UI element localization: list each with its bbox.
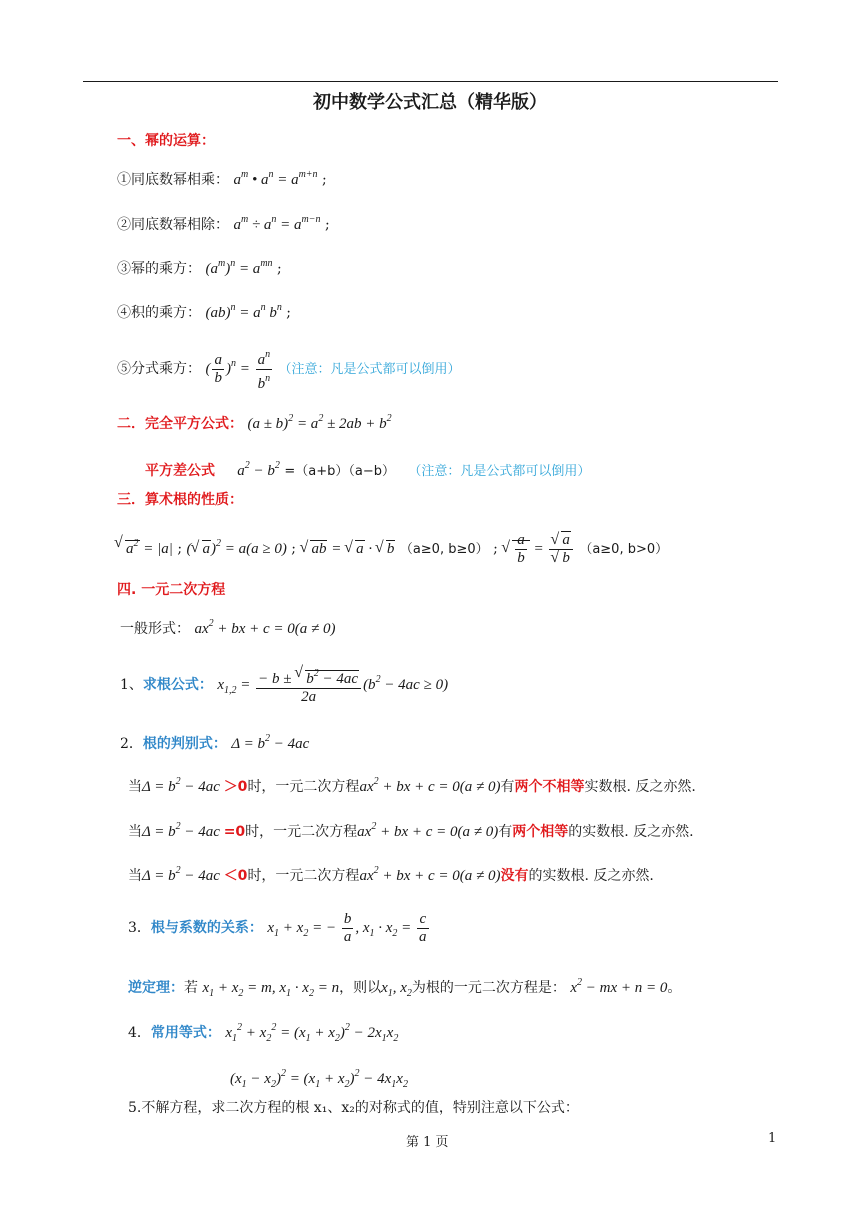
page-title: 初中数学公式汇总（精华版）: [313, 92, 547, 113]
item-label: ①同底数幂相乘：: [117, 172, 229, 188]
text: 有: [500, 779, 515, 795]
text: 时，一元二次方程: [247, 868, 360, 884]
formula-same-base-multiply: ①同底数幂相乘： $a^m$ • $a^n = a^{m+n}$ ;: [117, 169, 327, 188]
general-form-line: 一般形式： $ax^2$ + bx + c = 0(a ≠ 0): [120, 618, 336, 637]
sqrt-condition-2: （a≥0, b>0）: [579, 542, 669, 557]
page-footer: 第 1 页: [406, 1135, 449, 1150]
common-identity-line-2: $(x_1 - x_2)^2 = (x_1 + x_2)^2 - 4x_1x_2$: [230, 1068, 408, 1090]
sign-positive: ＞0: [223, 779, 248, 795]
section-3-heading: 三．算术根的性质：: [117, 492, 243, 508]
note-reverse-use: （注意：凡是公式都可以倒用）: [278, 362, 461, 377]
text: 时，一元二次方程: [245, 824, 358, 840]
vieta-label: 根与系数的关系：: [150, 920, 263, 936]
text: 时，一元二次方程: [247, 779, 360, 795]
section-4-heading: 四. 一元二次方程: [117, 582, 226, 598]
text: 实数根. 反之亦然.: [584, 779, 696, 795]
sign-negative: ＜0: [223, 868, 248, 884]
discriminant-case-zero: 当$\Delta = b^2 - 4ac =0$时，一元二次方程$ax^2$ + bx + c = 0(a ≠ 0)有两个相等的实数根. 反之亦然.: [128, 821, 694, 840]
item-label: ②同底数幂相除：: [117, 217, 229, 233]
sign-zero: =0: [223, 824, 246, 840]
section-2-heading: 二．完全平方公式：: [117, 416, 243, 432]
no-roots: 没有: [500, 868, 529, 884]
item-label: ⑤分式乘方：: [117, 361, 201, 377]
text: 当: [128, 779, 142, 795]
difference-of-squares-line: 平方差公式 $a^2 - b^2 =(a+b)(a-b)$ （注意：凡是公式都可以倒用）: [145, 460, 591, 479]
two-equal-roots: 两个相等: [512, 824, 569, 840]
text: 。: [667, 980, 682, 996]
discriminant-case-positive: 当$\Delta = b^2 - 4ac >0$时，一元二次方程$ax^2$ + bx + c = 0(a ≠ 0)有两个不相等实数根. 反之亦然.: [128, 776, 696, 795]
inverse-theorem-label: 逆定理：: [128, 980, 184, 996]
page-number: 1: [768, 1131, 777, 1146]
two-distinct-roots: 两个不相等: [514, 779, 585, 795]
formula-power-of-power: ③幂的乘方： $(a^m)^n = a^{mn}$ ;: [117, 258, 282, 277]
text: 为根的一元二次方程是：: [411, 980, 566, 996]
section-1-heading: 一、幂的运算：: [117, 133, 215, 149]
text: ，则以: [339, 980, 382, 996]
difference-rhs: =（a+b）（a−b）: [284, 464, 395, 479]
sqrt-condition-1: （a≥0, b≥0）: [399, 542, 489, 557]
formula-same-base-divide: ②同底数幂相除： $a^m \div a^n = a^{m-n}$ ;: [117, 214, 330, 233]
common-identity-line-1: 4．常用等式： $x_1^2 + x_2^2 = (x_1 + x_2)^2 - 2x_1x_2$: [128, 1022, 399, 1044]
item-number: 4．: [128, 1025, 151, 1041]
discriminant-line: 2．根的判别式： $\Delta = b^2 - 4ac$: [120, 733, 310, 752]
text: 当: [128, 824, 142, 840]
item-number: 2．: [120, 736, 143, 752]
item-5-text: 5.不解方程，求二次方程的根 x₁、x₂的对称式的值，特别注意以下公式：: [128, 1100, 579, 1116]
difference-of-squares-label: 平方差公式: [145, 463, 215, 479]
formula-fraction-power: ⑤分式乘方： ( $\frac{a}{b}$ )$^n$ = $\frac{a^n}{b^n}$ （注意：凡是公式都可以倒用）: [117, 342, 461, 393]
item-number: 3．: [128, 920, 151, 936]
header-rule: [83, 81, 778, 82]
item-label: ④积的乘方：: [117, 305, 201, 321]
sqrt-properties-line: √ $a^2 = |a|$ ; (√ a)$^2$ = a(a ≥ 0) ; √ ab = √ a · √ b （a≥0, b≥0） ; √ $\frac{a}{b}$ = √ a √ b （a≥0, b>0）: [115, 524, 668, 570]
quadratic-formula-line: 1、求根公式： $x_{1,2}$ = $\frac{- b \pm √ b^2 - 4ac}{2a}$ $(b^2 - 4ac \ge 0)$: [120, 654, 448, 717]
general-form-label: 一般形式：: [120, 621, 190, 637]
formula-power-of-product: ④积的乘方： $(ab)^n = a^n$ $b^n$ ;: [117, 302, 291, 321]
text: 当: [128, 868, 142, 884]
vieta-line: 3．根与系数的关系： $x_1 + x_2$ = − $\frac{b}{a}$ , $x_1 \cdot x_2$ = $\frac{c}{a}$: [128, 911, 427, 946]
discriminant-case-negative: 当$\Delta = b^2 - 4ac <0$时，一元二次方程$ax^2$ + bx + c = 0(a ≠ 0)没有的实数根. 反之亦然.: [128, 865, 654, 884]
discriminant-label: 根的判别式：: [142, 736, 227, 752]
text: 若: [184, 980, 198, 996]
text: 的实数根. 反之亦然.: [528, 868, 654, 884]
item-number: 1、: [120, 677, 143, 693]
note-reverse-use-2: （注意：凡是公式都可以倒用）: [408, 464, 591, 479]
quadratic-formula-label: 求根公式：: [142, 677, 213, 693]
inverse-theorem-line: 逆定理：若 $x_1 + x_2 = m$, $x_1 \cdot x_2 = n$，则以$x_1$, $x_2$为根的一元二次方程是： $x^2$ − mx + n = 0。: [128, 977, 682, 999]
perfect-square-line: 二．完全平方公式： $(a \pm b)^2 = a^2 \pm 2ab + b^2$: [117, 413, 392, 432]
text: 的实数根. 反之亦然.: [568, 824, 694, 840]
common-identity-label: 常用等式：: [150, 1025, 221, 1041]
text: 有: [498, 824, 513, 840]
item-label: ③幂的乘方：: [117, 261, 201, 277]
